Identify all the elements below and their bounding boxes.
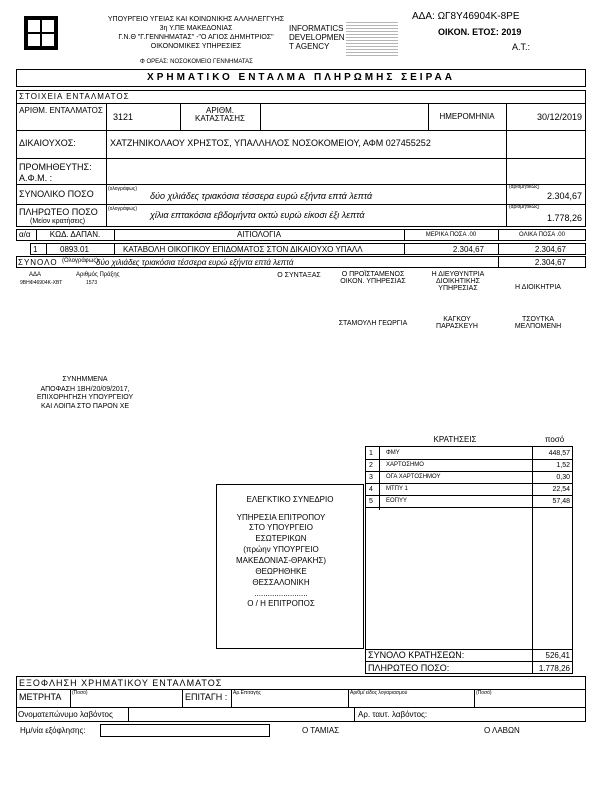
total-value: 2.304,67	[546, 191, 582, 201]
total-in-words-caption: (ολογράφως)	[108, 186, 138, 192]
deduction-value: 57,48	[552, 498, 570, 505]
ministry-name: ΥΠΟΥΡΓΕΙΟ ΥΓΕΙΑΣ ΚΑΙ ΚΟΙΝΩΝΙΚΗΣ ΑΛΛΗΛΕΓΓΥΗΣ	[107, 16, 285, 23]
stamp-fine-print	[346, 20, 398, 56]
deduction-name: ΟΓΑ ΧΑΡΤΟΣΗΜΟΥ	[386, 474, 441, 480]
attached-line-1: ΑΠΟΦΑΣΗ 1ΒΗ/20/09/2017,	[40, 386, 130, 393]
date-label: ΗΜΕΡΟΜΗΝΙΑ	[439, 112, 495, 121]
supplier-label: ΠΡΟΜΗΘΕΥΤΗΣ:	[19, 162, 92, 172]
payable-value: 1.778,26	[546, 213, 582, 223]
audit-line-1: ΥΠΗΡΕΣΙΑ ΕΠΙΤΡΟΠΟΥ	[236, 513, 326, 522]
total-label: ΣΥΝΟΛΙΚΟ ΠΟΣΟ	[19, 189, 94, 199]
governor-title: Η ΔΙΟΙΚΗΤΡΙΑ	[515, 284, 561, 291]
deduction-value: 22,54	[552, 486, 570, 493]
deduction-name: ΧΑΡΤΟΣΗΜΟ	[386, 462, 424, 468]
beneficiary-value: ΧΑΤΖΗΝΙΚΟΛΑΟΥ ΧΡΗΣΤΟΣ, ΥΠΑΛΛΗΛΟΣ ΝΟΣΟΚΟΜΕΙΟΥ, ΑΦΜ 027455252	[110, 138, 431, 148]
payment-date-field[interactable]	[100, 724, 270, 737]
warrant-no-label: ΑΡΙΘΜ. ΕΝΤΑΛΜΑΤΟΣ	[19, 106, 103, 115]
ministry-logo	[24, 16, 58, 50]
deductions-sum-value: 526,41	[545, 651, 570, 660]
deduction-number: 3	[369, 474, 373, 481]
services-name: ΟΙΚΟΝΟΜΙΚΕΣ ΥΠΗΡΕΣΙΕΣ	[150, 43, 242, 50]
deduction-name: ΜΤΠΥ 1	[386, 486, 408, 492]
row-code: 0893.01	[60, 245, 89, 254]
attached-title: ΣΥΝΗΜΜΕΝΑ	[62, 376, 108, 383]
composer-title: Ο ΣΥΝΤΑΞΑΣ	[277, 272, 321, 279]
bank-account-caption: Αριθμ/ είδος λογαριασμού	[350, 690, 408, 696]
col-reason: ΑΙΤΙΟΛΟΓΙΑ	[236, 230, 282, 239]
head-fin-name: ΣΤΑΜΟΥΛΗ ΓΕΩΡΓΙΑ	[338, 320, 408, 327]
total-in-words: δύο χιλιάδες τριακόσια τέσσερα ευρώ εξήντα επτά λεπτά	[150, 191, 373, 201]
col-code: ΚΩΔ. ΔΑΠΑΝ.	[49, 230, 101, 239]
deductions-amount-label: ποσό	[545, 435, 565, 444]
page-title: ΧΡΗΜΑΤΙΚΟ ΕΝΤΑΛΜΑ ΠΛΗΡΩΜΗΣ ΣΕΙΡΑΑ	[147, 72, 455, 83]
attached-line-3: ΚΑΙ ΛΟΙΠΑ ΣΤΟ ΠΑΡΟΝ ΧΕ	[40, 403, 130, 410]
payment-date-label: Ημ/νία εξόφλησης:	[20, 726, 86, 735]
payable-label: ΠΛΗΡΩΤΕΟ ΠΟΣΟ	[19, 207, 98, 217]
cheque-number-caption: Αρ.Επιταγής	[233, 690, 261, 696]
sum-words: δύο χιλιάδες τριακόσια τέσσερα ευρώ εξήντα επτά λεπτά	[96, 258, 294, 267]
afm-label: Α.Φ.Μ. :	[19, 173, 53, 183]
deduction-number: 1	[369, 450, 373, 457]
sum-words-label: (Ολογράφως)	[62, 258, 99, 264]
organisation: Φ ΟΡΕΑΣ: ΝΟΣΟΚΟΜΕΙΟ ΓΕΝΝΗΜΑΤΑΣ	[140, 59, 253, 65]
date-value: 30/12/2019	[536, 112, 582, 122]
row-reason: ΚΑΤΑΒΟΛΗ ΟΙΚΟΓΙΚΟΥ ΕΠΙΔΟΜΑΤΟΣ ΣΤΟΝ ΔΙΚΑΙΟΥΧΟ ΥΠΑΛΛ	[123, 245, 363, 254]
hospital-name: Γ.Ν.Θ "Γ.ΓΕΝΝΗΜΑΤΑΣ" -"Ο ΑΓΙΟΣ ΔΗΜΗΤΡΙΟΣ"	[118, 34, 274, 41]
deduction-number: 4	[369, 486, 373, 493]
payable-sublabel: (Μείον κρατήσεις)	[30, 218, 86, 225]
ada-label: ΑΔΑ	[29, 272, 42, 278]
sum-label: ΣΥΝΟΛΟ	[18, 258, 58, 267]
ada-value: 9ΒΗΦ46904Κ-ΧΒΤ	[20, 280, 63, 286]
col-partial: ΜΕΡΙΚΑ ΠΟΣΑ .00	[425, 232, 477, 238]
payable-in-words-caption: (ολογράφως)	[108, 206, 138, 212]
ada-code: ΑΔΑ: ΩΓ8Υ46904Κ-8ΡΕ	[412, 11, 520, 22]
deductions-payable-value: 1.778,26	[538, 664, 570, 673]
beneficiary-label: ΔΙΚΑΙΟΥΧΟΣ:	[19, 138, 76, 148]
digital-signature-stamp: INFORMATICS DEVELOPMEN T AGENCY	[289, 24, 345, 51]
details-section-title: ΣΤΟΙΧΕΙΑ ΕΝΤΑΛΜΑΤΟΣ	[19, 92, 130, 101]
row-aa: 1	[33, 245, 38, 254]
audit-line-4: (πρώην ΥΠΟΥΡΓΕΙΟ	[243, 545, 319, 554]
audit-line-7: ΘΕΣΣΑΛΟΝΙΚΗ	[252, 578, 310, 587]
decision-label: Αριθμός Πράξης	[76, 272, 120, 278]
sum-value: 2.304,67	[534, 258, 566, 267]
deduction-name: ΦΜΥ	[386, 450, 400, 456]
audit-title: ΕΛΕΓΚΤΙΚΟ ΣΥΝΕΔΡΙΟ	[246, 495, 334, 504]
cashier-title: Ο ΤΑΜΙΑΣ	[302, 726, 340, 735]
list-no-label: ΑΡΙΘΜ. ΚΑΤΑΣΤΑΣΗΣ	[195, 106, 245, 123]
deduction-value: 1,52	[556, 462, 570, 469]
deduction-value: 448,57	[548, 450, 570, 457]
audit-line-2: ΣΤΟ ΥΠΟΥΡΓΕΙΟ	[249, 523, 313, 532]
col-aa: α/α	[19, 230, 31, 239]
fiscal-year: ΟΙΚΟΝ. ΕΤΟΣ: 2019	[438, 27, 522, 37]
audit-line-5: ΜΑΚΕΔΟΝΙΑΣ-ΘΡΑΚΗΣ)	[235, 556, 327, 565]
audit-line-6: ΘΕΩΡΗΘΗΚΕ	[255, 567, 307, 576]
governor-name: ΤΣΟΥΤΚΑ ΜΕΛΠΟΜΕΝΗ	[514, 316, 562, 330]
region-name: 3η Υ.ΠΕ ΜΑΚΕΔΟΝΙΑΣ	[159, 25, 233, 32]
recipient-label: Ονοματεπώνυμο λαβόντος	[18, 710, 113, 719]
warrant-no: 3121	[113, 112, 134, 122]
deductions-payable-label: ΠΛΗΡΩΤΕΟ ΠΟΣΟ:	[368, 663, 450, 673]
deduction-name: ΕΟΠΥΥ	[386, 498, 408, 504]
decision-value: 1573	[86, 280, 98, 286]
cash-sublabel: (Ποσό)	[72, 690, 88, 696]
total-in-digits-caption: (αριθμητικώς)	[509, 184, 540, 190]
head-fin-title: Ο ΠΡΟΪΣΤΑΜΕΝΟΣ ΟΙΚΟΝ. ΥΠΗΡΕΣΙΑΣ	[340, 271, 406, 285]
audit-line-3: ΕΣΩΤΕΡΙΚΩΝ	[255, 534, 307, 543]
audit-line-8: ........................	[254, 589, 308, 598]
at-label: Α.Τ.:	[512, 42, 531, 52]
deductions-sum-label: ΣΥΝΟΛΟ ΚΡΑΤΗΣΕΩΝ:	[368, 650, 465, 660]
row-partial: 2.304,67	[452, 245, 484, 254]
id-label: Αρ. ταυτ. λαβόντος:	[358, 710, 428, 719]
director-name: ΚΑΓΚΟΥ ΠΑΡΑΣΚΕΥΗ	[436, 316, 478, 330]
payable-in-words: χίλια επτακόσια εβδομήντα οκτώ ευρώ είκοσι έξι λεπτά	[150, 210, 365, 220]
deduction-number: 2	[369, 462, 373, 469]
deduction-number: 5	[369, 498, 373, 505]
payable-in-digits-caption: (αριθμητικώς)	[509, 204, 540, 210]
deduction-value: 0,30	[556, 474, 570, 481]
cheque-amount-caption: (Ποσό)	[476, 690, 492, 696]
cheque-label: ΕΠΙΤΑΓΗ :	[185, 692, 228, 702]
attached-line-2: ΕΠΙΧΟΡΗΓΗΣΗ ΥΠΟΥΡΓΕΙΟΥ	[36, 394, 134, 401]
director-title: Η ΔΙΕΥΘΥΝΤΡΙΑ ΔΙΟΙΚΗΤΙΚΗΣ ΥΠΗΡΕΣΙΑΣ	[431, 271, 485, 292]
receiver-title: Ο ΛΑΒΩΝ	[484, 726, 520, 735]
col-totals: ΟΛΙΚΑ ΠΟΣΑ .00	[519, 232, 565, 238]
row-total: 2.304,67	[534, 245, 566, 254]
payment-title: ΕΞΟΦΛΗΣΗ ΧΡΗΜΑΤΙΚΟΥ ΕΝΤΑΛΜΑΤΟΣ	[19, 678, 223, 688]
cash-label: ΜΕΤΡΗΤΑ	[19, 692, 62, 702]
deductions-title: ΚΡΑΤΗΣΕΙΣ	[433, 435, 477, 444]
audit-signature: Ο / Η ΕΠΙΤΡΟΠΟΣ	[247, 599, 315, 608]
